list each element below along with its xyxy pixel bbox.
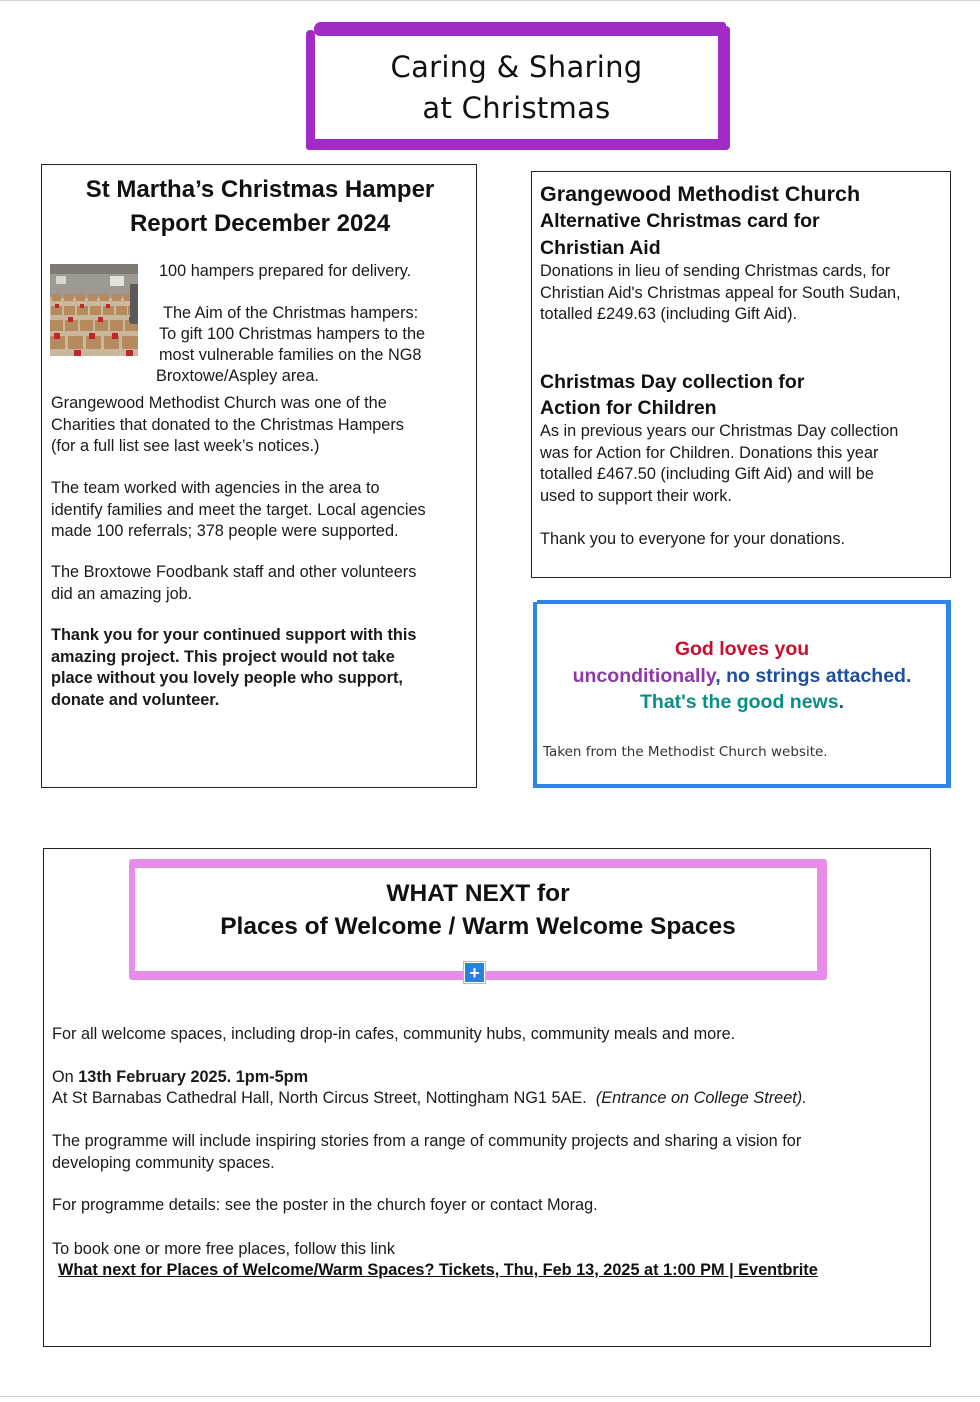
hamper-para3-line2: did an amazing job. bbox=[51, 584, 193, 603]
programme-details: For programme details: see the poster in the church foyer or contact Morag. bbox=[52, 1196, 598, 1214]
god-box-border-bottom bbox=[533, 784, 951, 788]
event-date bbox=[52, 1067, 308, 1089]
grangewood-heading: Grangewood Methodist Church bbox=[540, 182, 861, 206]
hamper-para3-line1: The Broxtowe Foodbank staff and other volunteers bbox=[51, 563, 417, 581]
welcome-intro: For all welcome spaces, including drop-in cafes, community hubs, community meals and more. bbox=[52, 1025, 736, 1043]
christian-aid-line3: totalled £249.63 (including Gift Aid). bbox=[540, 305, 798, 323]
page-title-line1: Caring & Sharing bbox=[390, 49, 643, 84]
god-loves-line2 bbox=[533, 663, 951, 689]
collection-line3: totalled £467.50 (including Gift Aid) and will be bbox=[540, 465, 874, 483]
christian-aid-heading-line2: Christian Aid bbox=[540, 237, 661, 259]
god-loves-line1 bbox=[533, 636, 951, 662]
hamper-thanks-line4: donate and volunteer. bbox=[51, 690, 220, 709]
god-box-border-top bbox=[537, 600, 951, 604]
donations-thanks: Thank you to everyone for your donations. bbox=[540, 530, 846, 548]
christian-aid-line1: Donations in lieu of sending Christmas cards, for bbox=[540, 262, 891, 280]
god-loves-line3 bbox=[533, 689, 951, 715]
programme-line2: developing community spaces. bbox=[52, 1153, 275, 1172]
god-loves-you-box bbox=[533, 600, 951, 788]
event-date-prefix: On bbox=[52, 1068, 79, 1086]
hamper-thanks-line3: place without you lovely people who support, bbox=[51, 669, 403, 687]
collection-line4: used to support their work. bbox=[540, 486, 732, 505]
hamper-aim-line3: most vulnerable families on the NG8 bbox=[159, 346, 422, 364]
line3-period: . bbox=[838, 691, 844, 713]
collection-heading-line1: Christmas Day collection for bbox=[540, 371, 805, 393]
title-banner bbox=[306, 22, 730, 150]
unconditionally-text: unconditionally bbox=[572, 665, 716, 687]
hamper-para2-line1: The team worked with agencies in the area to bbox=[51, 479, 380, 497]
collection-line1: As in previous years our Christmas Day collection bbox=[540, 422, 899, 440]
page-title-line2: at Christmas bbox=[422, 90, 611, 125]
programme-text bbox=[52, 1131, 801, 1174]
line2-period: . bbox=[905, 665, 912, 687]
christian-aid-text bbox=[540, 261, 901, 326]
hamper-thanks-line1: Thank you for your continued support with this bbox=[51, 626, 417, 644]
booking-instructions: To book one or more free places, follow this link bbox=[52, 1240, 395, 1258]
page-bottom-edge bbox=[0, 1396, 980, 1397]
hamper-aim-line4: Broxtowe/Aspley area. bbox=[156, 367, 319, 385]
hamper-para2-line2: identify families and meet the target. Local agencies bbox=[51, 500, 426, 519]
event-venue bbox=[52, 1088, 807, 1110]
hamper-para1-line2: Charities that donated to the Christmas Hampers bbox=[51, 415, 404, 434]
banner-stroke-bottom bbox=[306, 139, 730, 150]
next-banner-stroke-top bbox=[129, 859, 827, 868]
good-news-text: That's the good news bbox=[640, 691, 839, 713]
page-title bbox=[315, 36, 718, 139]
hamper-para3 bbox=[51, 562, 416, 605]
hamper-para1-line1: Grangewood Methodist Church was one of the bbox=[51, 394, 387, 412]
programme-line1: The programme will include inspiring stories from a range of community projects and sharing a vision for bbox=[52, 1132, 802, 1150]
page-top-edge bbox=[0, 0, 980, 5]
methodist-credit: Taken from the Methodist Church website. bbox=[543, 744, 828, 760]
what-next-title-line2: Places of Welcome / Warm Welcome Spaces bbox=[220, 913, 736, 940]
hamper-para2-line3: made 100 referrals; 378 people were supported. bbox=[51, 522, 399, 540]
christian-aid-line2: Christian Aid's Christmas appeal for South Sudan, bbox=[540, 283, 901, 302]
hampers-prepared: 100 hampers prepared for delivery. bbox=[159, 262, 412, 280]
hamper-thanks-line2: amazing project. This project would not take bbox=[51, 647, 395, 666]
event-date-bold: 13th February 2025. 1pm-5pm bbox=[78, 1068, 309, 1086]
what-next-title-line1: WHAT NEXT for bbox=[386, 880, 570, 907]
banner-stroke-left bbox=[306, 30, 315, 148]
banner-stroke-top bbox=[314, 22, 726, 36]
eventbrite-link[interactable]: What next for Places of Welcome/Warm Spaces? Tickets, Thu, Feb 13, 2025 at 1:00 PM | Eventbrite bbox=[58, 1261, 818, 1279]
god-loves-text: God loves you bbox=[674, 638, 810, 660]
hamper-photo-image bbox=[50, 264, 138, 356]
comma-separator: , bbox=[715, 665, 727, 687]
event-venue-address: At St Barnabas Cathedral Hall, North Circus Street, Nottingham NG1 5AE. bbox=[52, 1089, 587, 1107]
grangewood-box bbox=[531, 171, 951, 578]
hamper-report-title bbox=[42, 173, 478, 241]
banner-stroke-right bbox=[718, 26, 730, 150]
hamper-para1-line3: (for a full list see last week’s notices.) bbox=[51, 437, 320, 455]
hamper-aim-line1: The Aim of the Christmas hampers: bbox=[163, 304, 419, 322]
hamper-report-box bbox=[41, 164, 477, 788]
hamper-aim-line2: To gift 100 Christmas hampers to the bbox=[159, 325, 426, 343]
hamper-title-line2: Report December 2024 bbox=[129, 210, 391, 237]
hamper-thanks bbox=[51, 625, 416, 711]
no-strings-text: no strings attached bbox=[726, 665, 906, 687]
christian-aid-heading-line1: Alternative Christmas card for bbox=[540, 210, 820, 232]
collection-text bbox=[540, 421, 898, 507]
add-plus-button[interactable]: + bbox=[464, 962, 485, 983]
hamper-para2 bbox=[51, 478, 426, 543]
what-next-box bbox=[43, 848, 931, 1347]
hamper-photo bbox=[50, 264, 138, 356]
hamper-para1 bbox=[51, 393, 404, 458]
event-venue-note: (Entrance on College Street). bbox=[595, 1089, 807, 1107]
collection-line2: was for Action for Children. Donations this year bbox=[540, 443, 879, 462]
hamper-title-line1: St Martha’s Christmas Hamper bbox=[85, 176, 435, 203]
collection-heading-line2: Action for Children bbox=[540, 397, 717, 419]
